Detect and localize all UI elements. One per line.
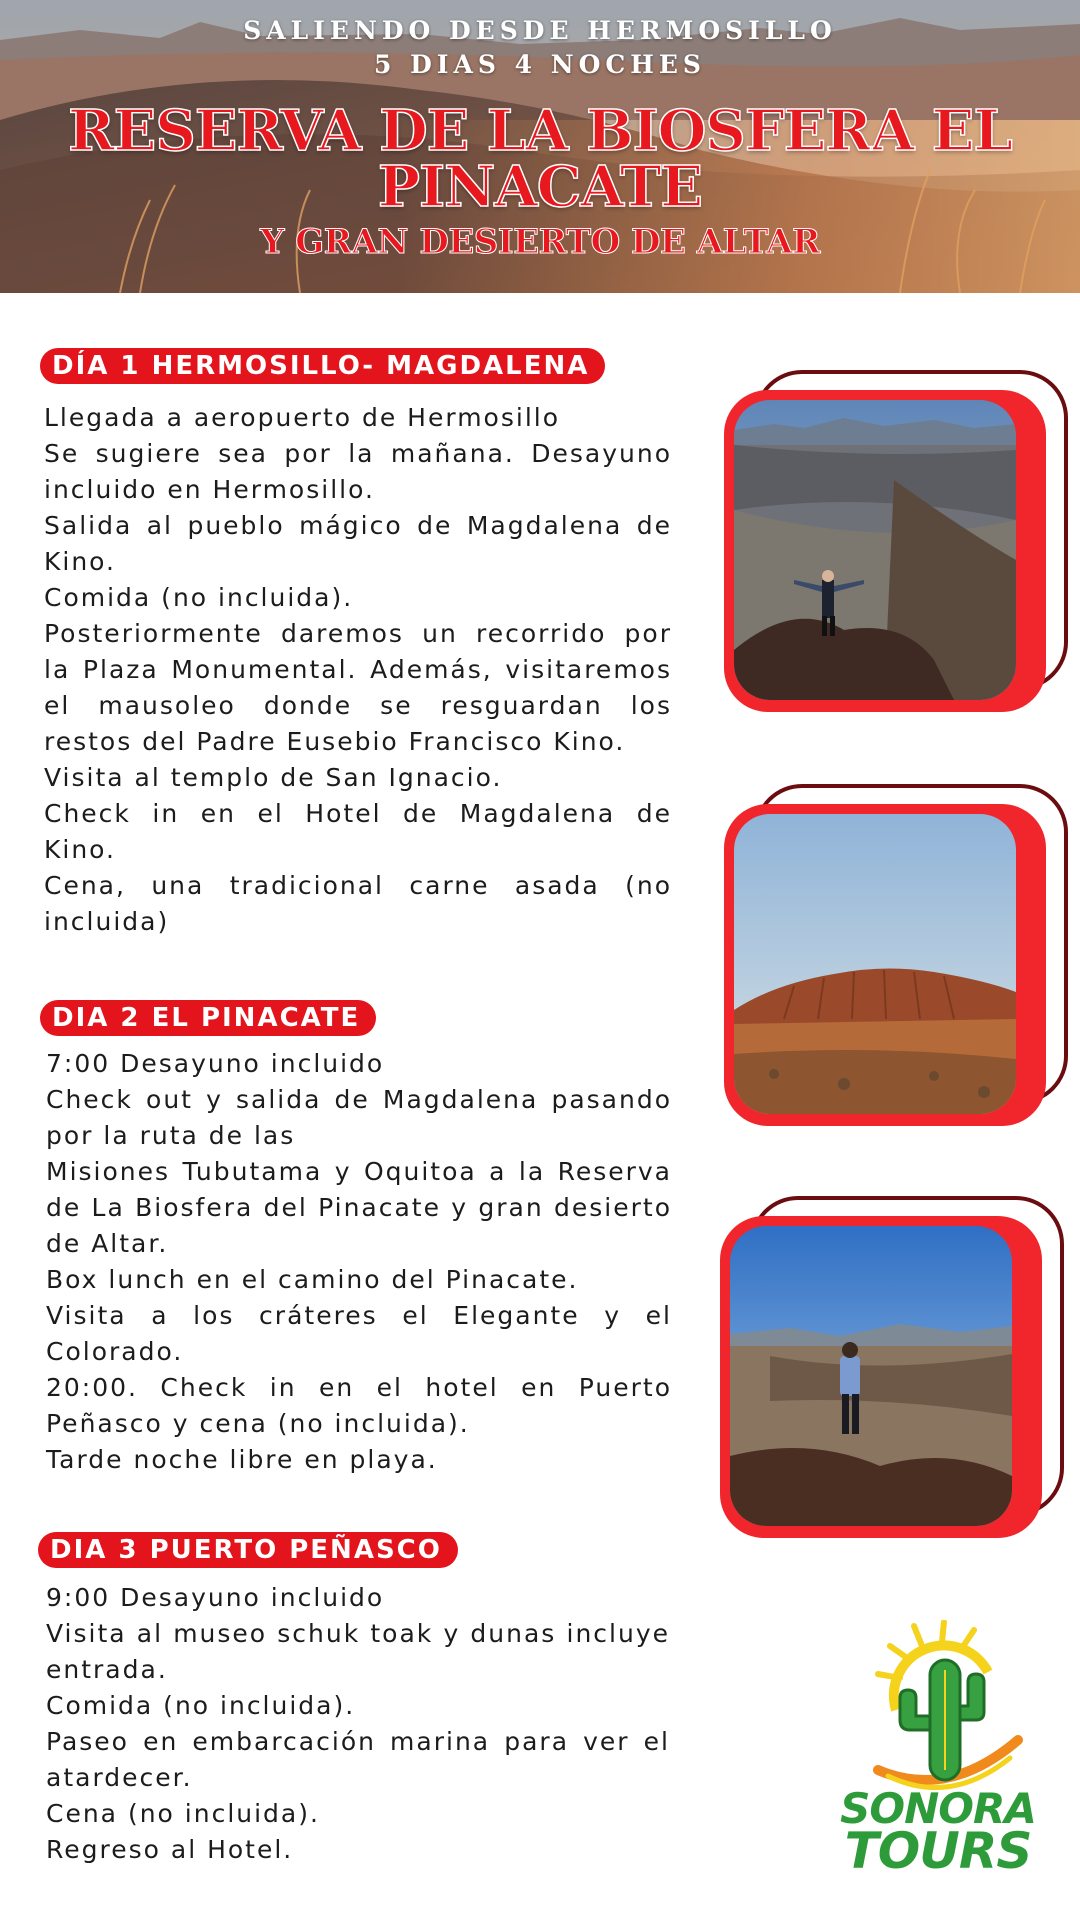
list-item: 9:00 Desayuno incluido: [46, 1583, 385, 1612]
duration-subtitle: 5 DIAS 4 NOCHES: [374, 50, 706, 79]
list-item: Visita al museo schuk toak y dunas incluye entrada.: [46, 1619, 670, 1684]
crater-person-photo: [734, 400, 1016, 700]
photo-frame-crater-person: [724, 370, 1069, 730]
logo-wordmark-line2: TOURS: [844, 1822, 1032, 1880]
page-title-line2: PINACATE: [377, 154, 703, 220]
list-item: Comida (no incluida).: [44, 583, 354, 612]
day-1-itinerary: [44, 400, 672, 940]
list-item: Visita al templo de San Ignacio.: [44, 763, 503, 792]
departure-subtitle: SALIENDO DESDE HERMOSILLO: [243, 16, 837, 45]
volcanic-hill-photo: [734, 814, 1016, 1114]
list-item: Paseo en embarcación marina para ver el atardecer.: [46, 1727, 670, 1792]
crater-view-photo: [730, 1226, 1012, 1526]
day-1-title: DÍA 1 HERMOSILLO- MAGDALENA: [40, 348, 605, 384]
list-item: Cena, una tradicional carne asada (no incluida): [44, 871, 672, 936]
list-item: Tarde noche libre en playa.: [46, 1445, 438, 1474]
list-item: 20:00. Check in en el hotel en Puerto Peñasco y cena (no incluida).: [46, 1373, 672, 1438]
list-item: Posteriormente daremos un recorrido por la Plaza Monumental. Además, visitaremos el mausoleo donde se resguardan los restos del Padre Eusebio Francisco Kino.: [44, 619, 672, 756]
photo-frame-crater-view: [720, 1196, 1065, 1556]
photo-frame-volcanic-hill: [724, 784, 1069, 1144]
list-item: 7:00 Desayuno incluido: [46, 1049, 385, 1078]
cactus-sun-icon: [838, 1620, 1038, 1810]
list-item: Misiones Tubutama y Oquitoa a la Reserva de La Biosfera del Pinacate y gran desierto de Altar.: [46, 1157, 672, 1258]
page-title-line1: RESERVA DE LA BIOSFERA EL: [68, 98, 1012, 164]
list-item: Salida al pueblo mágico de Magdalena de Kino.: [44, 511, 672, 576]
day-2-itinerary: [46, 1046, 672, 1478]
page-title-line3: Y GRAN DESIERTO DE ALTAR: [260, 222, 820, 262]
sonora-tours-logo: [838, 1620, 1038, 1880]
hero-banner: [0, 0, 1080, 293]
list-item: Box lunch en el camino del Pinacate.: [46, 1265, 579, 1294]
list-item: Visita a los cráteres el Elegante y el Colorado.: [46, 1301, 672, 1366]
day-2-title: DIA 2 EL PINACATE: [40, 1000, 376, 1036]
logo-wordmark-line1: SONORA: [840, 1784, 1036, 1833]
list-item: Llegada a aeropuerto de Hermosillo: [44, 403, 561, 432]
day-3-itinerary: [46, 1580, 670, 1868]
list-item: Regreso al Hotel.: [46, 1835, 294, 1864]
list-item: Check in en el Hotel de Magdalena de Kino.: [44, 799, 672, 864]
list-item: Cena (no incluida).: [46, 1799, 320, 1828]
list-item: Check out y salida de Magdalena pasando por la ruta de las: [46, 1085, 672, 1150]
list-item: Comida (no incluida).: [46, 1691, 356, 1720]
list-item: Se sugiere sea por la mañana. Desayuno incluido en Hermosillo.: [44, 439, 672, 504]
day-3-title: DIA 3 PUERTO PEÑASCO: [38, 1532, 458, 1568]
